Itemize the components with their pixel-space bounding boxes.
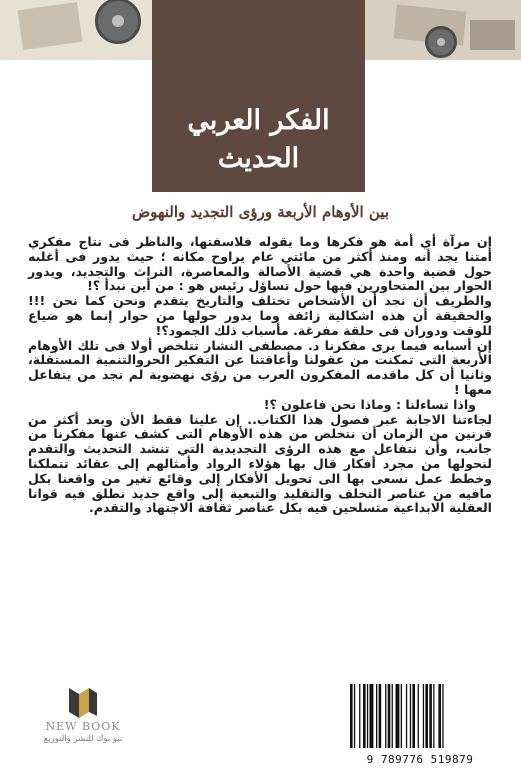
barcode-number: 9 789776 519879 <box>366 753 474 766</box>
film-reel-icon <box>95 0 141 44</box>
back-cover-text <box>28 235 492 516</box>
paragraph: لجاءتنا الاجابة عبر فصول هذا الكتاب.. إن علينا فقط الأن وبعد أكثر من قرنين من الزمان أن نتخلص من هذه الأوهام التى كشف عنها مفكرنا من جانب، وأن نتفاعل مع هذه الرؤى التجديدية التي تنشد التحديث والتقدم لنحولها من مجرد أفكار قال بها هؤلاء الرواد وأمثالهم إلى عقائد تتملكنا وخطط عمل نسعى بها الى تحويل الأفكار إلى وقائع تغير من واقعنا بكل مافيه من عناصر التخلف والتقليد والتبعية إلى واقع جديد نطلق فيه قوانا العقلية الابداعية متسلحين فيه بكل عناصر ثقافة الاجتهاد والتقدم. <box>28 411 492 516</box>
book-title-line-2: الحديث <box>217 143 300 174</box>
film-reel-icon <box>425 26 457 58</box>
title-box <box>152 0 365 192</box>
publisher-name: NEW BOOK <box>45 720 121 733</box>
book-title-line-1: الفكر العربي <box>187 105 330 136</box>
paragraph: إن أسبابه فيما يرى مفكرنا د. مصطفى النشار تتلخص أولا فى تلك الأوهام الأربعة التى تمكنت من عقولنا وأعاقتنا عن التفكير الحروالتنمية المستقلة، وثانيا أن كل ماقدمه المفكرون العرب من رؤى نهضوية لم تجد من يتفاعل معها ! <box>28 337 492 397</box>
paragraph: إن مرآة أي أمة هو فكرها وما يقوله فلاسفتها، والناظر فى نتاج مفكري أمتنا يجد أنه ومنذ أكثر من مائتي عام يراوح مكانه ؛ حيث يدور فى أغلبه حول قضية واحدة هي قضية الأصالة والمعاصرة، التراث والتجديد، ويدور الحوار بين المتحاورين فيها حول تساؤل رئيس هو : من أين نبدأ ؟! <box>28 234 492 294</box>
barcode <box>340 680 500 770</box>
book-stack-icon <box>63 684 103 720</box>
publisher-logo <box>28 684 138 764</box>
paragraph: والطريف أن نجد أن الأشخاص تختلف والتاريخ يتقدم ونحن كما نحن !!! والحقيقة أن هذه اشكالية زائفة وما يدور حولها من حوار إنما هو ضياع للوقت ودوران فى حلقة مفرغة. مأسباب ذلك الجمود؟! <box>28 293 492 338</box>
barcode-icon <box>340 680 500 752</box>
publisher-arabic-name: نيو بوك للنشر والتوزيع <box>43 734 123 744</box>
book-subtitle: بين الأوهام الأربعة ورؤى التجديد والنهوض <box>131 203 390 221</box>
paragraph: واذا تساءلنا : وماذا نحن فاعلون ؟! <box>263 396 476 412</box>
